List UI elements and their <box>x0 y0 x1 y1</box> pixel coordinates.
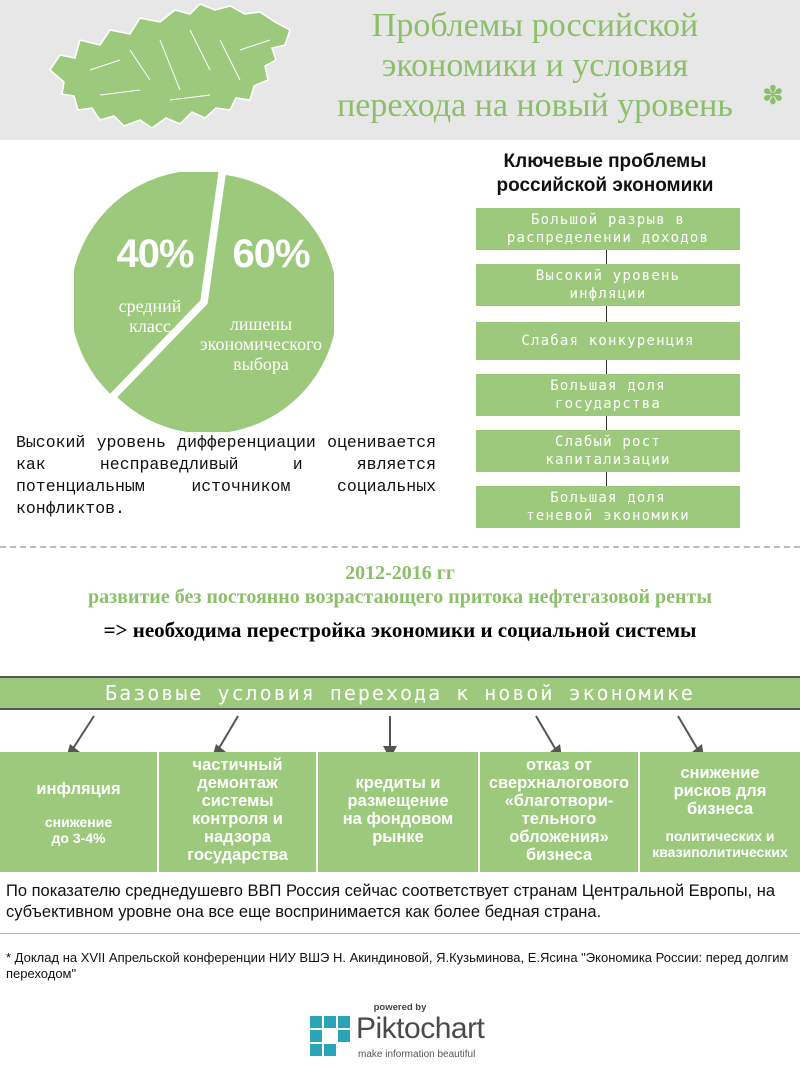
condition-cell: отказ от сверхналогового «благотвори- тельного обложения» бизнеса <box>480 752 638 872</box>
period-years: 2012-2016 гг <box>345 562 455 584</box>
flower-icon: ✽ <box>762 80 784 110</box>
problem-box: Большой разрыв в распределении доходов <box>476 208 740 250</box>
piktochart-logo-icon <box>310 1016 350 1060</box>
problem-box: Слабый рост капитализации <box>476 430 740 472</box>
differentiation-text: Высокий уровень дифференциации оценивается как несправедливый и является потенциальным источником социальных конфликтов. <box>16 433 436 518</box>
pie-label-pct: 60% <box>232 232 310 276</box>
russia-map-icon <box>40 0 300 140</box>
period-development: развитие без постоянно возрастающего притока нефтегазовой ренты <box>88 586 712 608</box>
divider <box>0 546 800 548</box>
connector <box>606 306 607 322</box>
brand-tagline: make information beautiful <box>358 1049 476 1060</box>
conditions-heading: Базовые условия перехода к новой экономике <box>0 676 800 710</box>
connector <box>606 250 607 264</box>
condition-cell: кредиты и размещение на фондовом рынке <box>318 752 478 872</box>
key-problems-heading: Ключевые проблемы российской экономики <box>496 151 714 196</box>
pie-label-pct: 40% <box>116 232 194 276</box>
divider <box>0 933 800 934</box>
connector <box>606 416 607 430</box>
pie-label-text: лишены экономического выбора <box>199 314 323 374</box>
connector <box>606 360 607 374</box>
condition-cell: снижение рисков для бизнеса политических и квазиполитических <box>640 752 800 872</box>
title-line: перехода на новый уровень <box>337 87 733 124</box>
header-banner <box>0 0 800 140</box>
condition-cell: инфляция снижение до 3-4% <box>0 752 157 872</box>
footnote: * Доклад на XVII Апрельской конференции НИУ ВШЭ Н. Акиндиновой, Я.Кузьминова, Е.Ясина "Экономика России: перед долгим переходом" <box>6 950 789 981</box>
connector <box>606 472 607 486</box>
title-line: Проблемы российской <box>371 7 699 44</box>
period-conclusion: => необходима перестройка экономики и социальной системы <box>103 618 697 642</box>
pie-label-text: средний класс <box>118 296 182 336</box>
title-line: экономики и условия <box>381 47 689 84</box>
brand-name[interactable]: Piktochart <box>356 1012 485 1045</box>
condition-cell: частичный демонтаж системы контроля и надзора государства <box>159 752 316 872</box>
gdp-text: По показателю среднедушевго ВВП Россия сейчас соответствует странам Центральной Европы, на субъективном уровне она все еще воспринимается как более бедная страна. <box>6 882 776 921</box>
problem-box: Слабая конкуренция <box>476 322 740 360</box>
problem-box: Высокий уровень инфляции <box>476 264 740 306</box>
page-title <box>280 6 790 126</box>
powered-by: powered by <box>373 1002 427 1013</box>
problem-box: Большая доля государства <box>476 374 740 416</box>
problem-box: Большая доля теневой экономики <box>476 486 740 528</box>
